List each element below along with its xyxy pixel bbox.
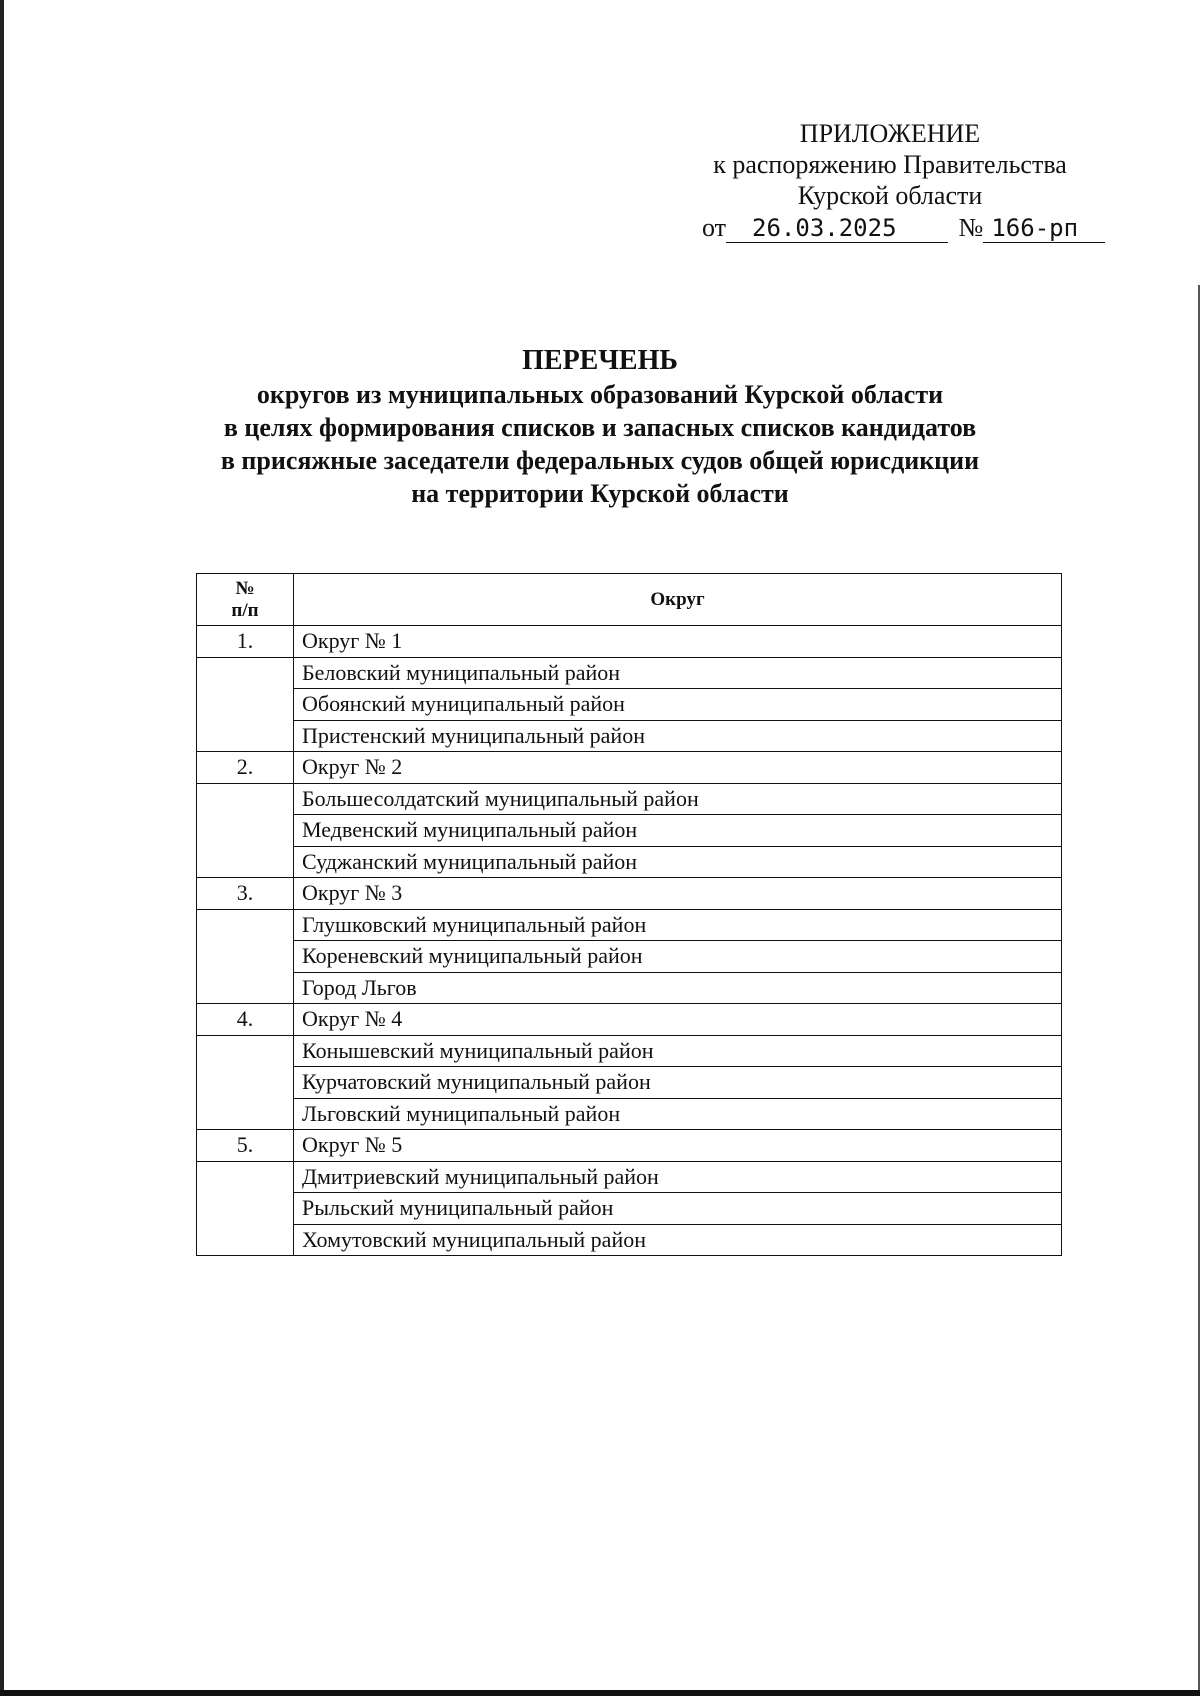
okrug-number: 3. <box>197 878 294 910</box>
district-row <box>197 909 1062 941</box>
district-name: Суджанский муниципальный район <box>294 846 1062 878</box>
approval-line-1: к распоряжению Правительства <box>713 150 1067 179</box>
district-name: Город Льгов <box>294 972 1062 1004</box>
scan-bottom-edge <box>0 1690 1200 1696</box>
subtitle-line: на территории Курской области <box>411 479 789 508</box>
okrug-row <box>197 752 1062 784</box>
district-row <box>197 1067 1062 1099</box>
district-name: Льговский муниципальный район <box>294 1098 1062 1130</box>
approval-date-line <box>690 212 1090 243</box>
district-name: Дмитриевский муниципальный район <box>294 1161 1062 1193</box>
district-row <box>197 1161 1062 1193</box>
empty-num-cell <box>197 1035 294 1130</box>
district-name: Курчатовский муниципальный район <box>294 1067 1062 1099</box>
district-row <box>197 689 1062 721</box>
empty-num-cell <box>197 783 294 878</box>
district-name: Пристенский муниципальный район <box>294 720 1062 752</box>
approval-block <box>690 118 1090 243</box>
approval-line-2: Курской области <box>797 181 983 210</box>
subtitle-line: в целях формирования списков и запасных списков кандидатов <box>223 413 977 442</box>
document-title <box>140 344 1060 510</box>
district-name: Большесолдатский муниципальный район <box>294 783 1062 815</box>
district-row <box>197 846 1062 878</box>
col-okrug-header: Округ <box>294 574 1062 626</box>
district-row <box>197 783 1062 815</box>
subtitle-line: в присяжные заседатели федеральных судов общей юрисдикции <box>220 446 980 475</box>
district-row <box>197 720 1062 752</box>
subtitle-line: округов из муниципальных образований Курской области <box>256 380 944 409</box>
okrug-row <box>197 626 1062 658</box>
number-value: 166-рп <box>983 214 1105 243</box>
district-name: Глушковский муниципальный район <box>294 909 1062 941</box>
date-value: 26.03.2025 <box>726 214 948 243</box>
number-prefix: № <box>958 213 984 242</box>
empty-num-cell <box>197 909 294 1004</box>
district-row <box>197 1224 1062 1256</box>
district-row <box>197 972 1062 1004</box>
district-name: Обоянский муниципальный район <box>294 689 1062 721</box>
okrug-name: Округ № 3 <box>294 878 1062 910</box>
district-name: Кореневский муниципальный район <box>294 941 1062 973</box>
okrug-row <box>197 878 1062 910</box>
okrug-name: Округ № 5 <box>294 1130 1062 1162</box>
district-name: Беловский муниципальный район <box>294 657 1062 689</box>
col-num-header: № п/п <box>197 574 294 626</box>
district-row <box>197 1098 1062 1130</box>
okrug-row <box>197 1130 1062 1162</box>
district-name: Конышевский муниципальный район <box>294 1035 1062 1067</box>
district-row <box>197 657 1062 689</box>
okrug-table <box>196 573 1062 1256</box>
district-name: Рыльский муниципальный район <box>294 1193 1062 1225</box>
approval-title: ПРИЛОЖЕНИЕ <box>799 119 981 148</box>
district-row <box>197 815 1062 847</box>
okrug-number: 4. <box>197 1004 294 1036</box>
document-heading: ПЕРЕЧЕНЬ <box>522 345 678 376</box>
okrug-row <box>197 1004 1062 1036</box>
district-name: Медвенский муниципальный район <box>294 815 1062 847</box>
okrug-name: Округ № 4 <box>294 1004 1062 1036</box>
okrug-number: 2. <box>197 752 294 784</box>
okrug-number: 5. <box>197 1130 294 1162</box>
empty-num-cell <box>197 657 294 752</box>
district-name: Хомутовский муниципальный район <box>294 1224 1062 1256</box>
okrug-name: Округ № 1 <box>294 626 1062 658</box>
scan-left-edge <box>0 0 4 1696</box>
okrug-name: Округ № 2 <box>294 752 1062 784</box>
district-row <box>197 1035 1062 1067</box>
okrug-number: 1. <box>197 626 294 658</box>
empty-num-cell <box>197 1161 294 1256</box>
table-header-row <box>197 574 1062 626</box>
district-row <box>197 1193 1062 1225</box>
date-prefix: от <box>702 213 727 242</box>
district-row <box>197 941 1062 973</box>
